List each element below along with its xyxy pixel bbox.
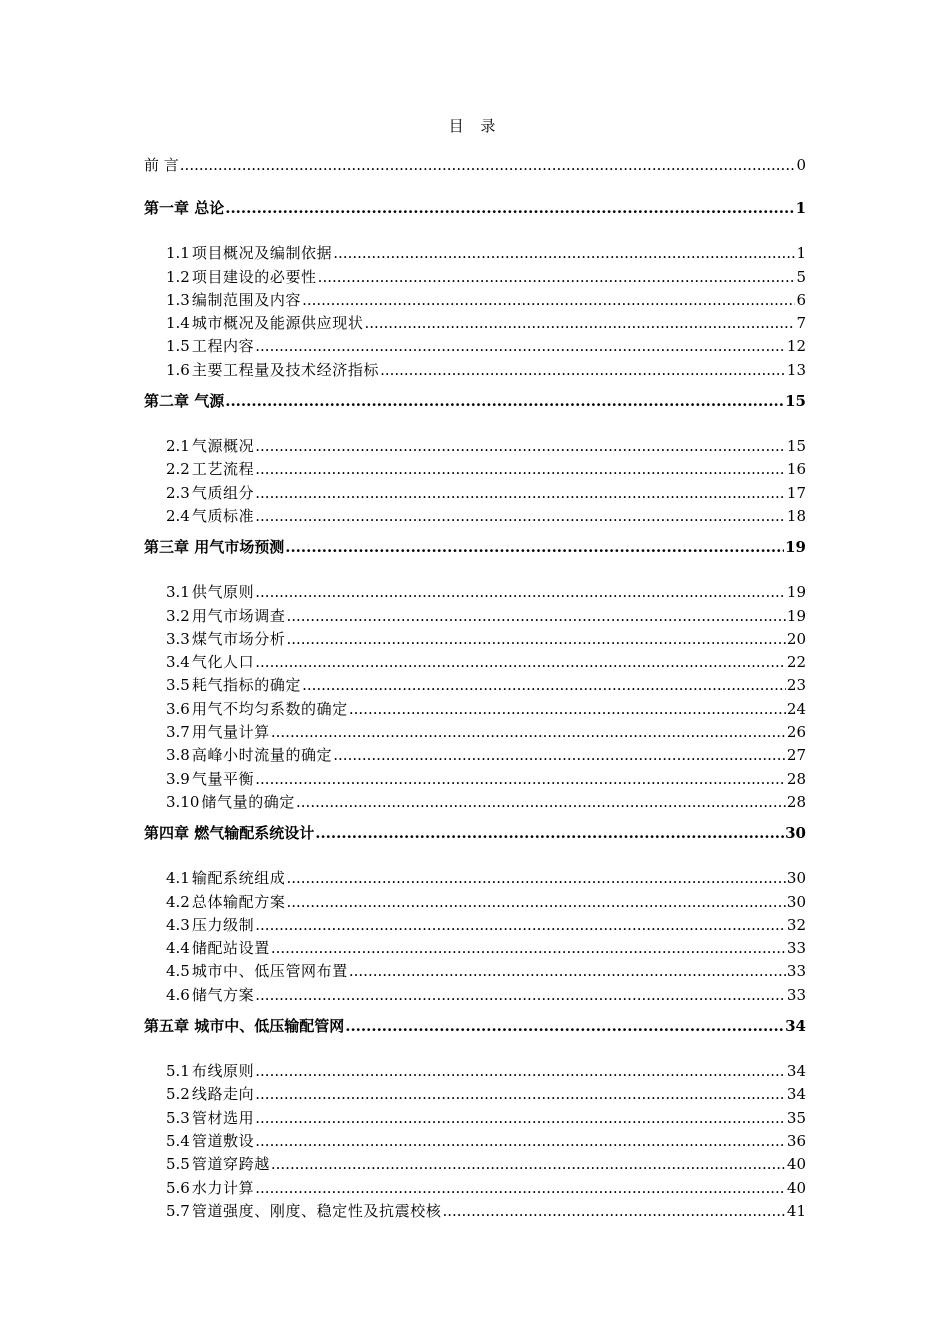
toc-page-number: 23 xyxy=(786,676,806,695)
toc-entry-label xyxy=(166,914,254,937)
toc-page-number: 36 xyxy=(786,1131,806,1150)
table-of-contents xyxy=(144,154,806,1232)
toc-entry-section[interactable] xyxy=(144,674,806,697)
section-number: 3.6 xyxy=(166,699,190,718)
toc-entry-label xyxy=(166,1177,254,1200)
toc-entry-chapter[interactable] xyxy=(144,198,806,219)
toc-entry-label xyxy=(166,242,332,265)
toc-entry-label xyxy=(166,482,254,505)
section-number: 3.10 xyxy=(166,792,200,811)
toc-entry-section[interactable] xyxy=(144,651,806,674)
section-number: 3.1 xyxy=(166,583,190,602)
toc-entry-label xyxy=(166,768,254,791)
section-title: 项目概况及编制依据 xyxy=(191,244,333,263)
toc-entry-label: 前 言 xyxy=(144,156,179,174)
toc-page-number: 19 xyxy=(786,583,806,602)
toc-page-number: 27 xyxy=(786,746,806,765)
toc-entry-section[interactable] xyxy=(144,867,806,890)
section-title: 城市概况及能源供应现状 xyxy=(191,314,364,333)
section-title: 气源概况 xyxy=(191,437,255,456)
toc-entry-label xyxy=(166,1060,254,1083)
toc-entry-label: 第三章 用气市场预测 xyxy=(144,538,285,557)
section-title: 供气原则 xyxy=(191,583,255,602)
section-number: 2.2 xyxy=(166,460,190,479)
toc-entry-label xyxy=(166,289,301,312)
dot-leader xyxy=(255,1083,786,1106)
section-number: 2.4 xyxy=(166,506,190,525)
dot-leader xyxy=(364,312,795,335)
toc-page-number: 12 xyxy=(786,337,806,356)
toc-entry-label: 第五章 城市中、低压输配管网 xyxy=(144,1017,345,1036)
toc-entry-label xyxy=(166,628,285,651)
section-number: 2.3 xyxy=(166,483,190,502)
dot-leader xyxy=(225,391,784,412)
toc-entry-label xyxy=(166,1107,254,1130)
toc-page-number: 0 xyxy=(796,156,806,174)
toc-entry-section[interactable] xyxy=(144,960,806,983)
section-title: 管材选用 xyxy=(191,1108,255,1127)
toc-entry-section[interactable] xyxy=(144,937,806,960)
section-number: 3.7 xyxy=(166,723,190,742)
toc-entry-label xyxy=(166,335,254,358)
section-number: 4.1 xyxy=(166,869,190,888)
toc-entry-chapter[interactable] xyxy=(144,391,806,412)
toc-page-number: 34 xyxy=(786,1085,806,1104)
dot-leader xyxy=(349,698,786,721)
toc-entry-label xyxy=(166,721,270,744)
toc-page-number: 33 xyxy=(786,962,806,981)
dot-leader xyxy=(255,435,786,458)
toc-entry-section[interactable] xyxy=(144,289,806,312)
toc-page-number: 7 xyxy=(796,314,806,333)
section-title: 管道敷设 xyxy=(191,1131,255,1150)
section-number: 4.3 xyxy=(166,915,190,934)
toc-entry-section[interactable] xyxy=(144,458,806,481)
section-number: 5.5 xyxy=(166,1155,190,1174)
toc-entry-label: 第一章 总论 xyxy=(144,199,225,218)
toc-page-number: 15 xyxy=(785,392,806,411)
section-title: 城市中、低压管网布置 xyxy=(191,962,348,981)
dot-leader xyxy=(271,721,786,744)
section-number: 1.3 xyxy=(166,290,190,309)
toc-entry-section[interactable] xyxy=(144,1083,806,1106)
section-title: 主要工程量及技术经济指标 xyxy=(191,360,380,379)
toc-entry-label xyxy=(166,581,254,604)
dot-leader xyxy=(255,458,786,481)
toc-entry-section[interactable] xyxy=(144,242,806,265)
section-number: 1.2 xyxy=(166,267,190,286)
dot-leader xyxy=(302,289,795,312)
section-title: 储配站设置 xyxy=(191,939,270,958)
dot-leader xyxy=(255,335,786,358)
toc-entry-section[interactable] xyxy=(144,1060,806,1083)
dot-leader xyxy=(255,1060,786,1083)
toc-page-number: 15 xyxy=(786,437,806,456)
dot-leader xyxy=(318,266,796,289)
dot-leader xyxy=(442,1200,785,1223)
toc-entry-section[interactable] xyxy=(144,914,806,937)
toc-page-number: 30 xyxy=(786,869,806,888)
toc-page-number: 34 xyxy=(786,1062,806,1081)
toc-page-number: 34 xyxy=(785,1017,806,1036)
toc-title: 目 录 xyxy=(448,117,502,135)
toc-entry-chapter[interactable] xyxy=(144,1016,806,1037)
toc-entry-preface[interactable] xyxy=(144,154,806,177)
section-title: 储气方案 xyxy=(191,985,255,1004)
toc-page-number: 1 xyxy=(796,244,806,263)
toc-page-number: 33 xyxy=(786,985,806,1004)
toc-page-number: 26 xyxy=(786,723,806,742)
toc-page-number: 13 xyxy=(786,360,806,379)
section-number: 3.2 xyxy=(166,606,190,625)
toc-entry-label xyxy=(166,605,285,628)
toc-entry-section[interactable] xyxy=(144,891,806,914)
dot-leader xyxy=(255,482,786,505)
section-number: 3.3 xyxy=(166,629,190,648)
dot-leader xyxy=(333,242,795,265)
section-title: 输配系统组成 xyxy=(191,869,286,888)
toc-page-number: 18 xyxy=(786,506,806,525)
toc-page-number: 16 xyxy=(786,460,806,479)
dot-leader xyxy=(345,1016,784,1037)
section-number: 3.4 xyxy=(166,653,190,672)
toc-page-number: 22 xyxy=(786,653,806,672)
section-number: 5.2 xyxy=(166,1085,190,1104)
toc-entry-section[interactable] xyxy=(144,359,806,382)
toc-entry-section[interactable] xyxy=(144,698,806,721)
toc-page-number: 40 xyxy=(786,1178,806,1197)
toc-entry-section[interactable] xyxy=(144,1177,806,1200)
section-title: 编制范围及内容 xyxy=(191,290,302,309)
toc-entry-label xyxy=(166,1200,441,1223)
toc-entry-section[interactable] xyxy=(144,482,806,505)
toc-entry-label: 第四章 燃气输配系统设计 xyxy=(144,824,315,843)
toc-entry-label xyxy=(166,1130,254,1153)
toc-entry-chapter[interactable] xyxy=(144,823,806,844)
toc-entry-label xyxy=(166,312,363,335)
dot-leader xyxy=(225,198,794,219)
section-title: 高峰小时流量的确定 xyxy=(191,746,333,765)
toc-page-number: 28 xyxy=(786,792,806,811)
section-title: 气量平衡 xyxy=(191,769,255,788)
toc-page-number: 40 xyxy=(786,1155,806,1174)
toc-page-number: 24 xyxy=(786,699,806,718)
toc-page-number: 1 xyxy=(795,199,806,218)
section-title: 用气不均匀系数的确定 xyxy=(191,699,348,718)
dot-leader xyxy=(286,891,785,914)
section-number: 4.6 xyxy=(166,985,190,1004)
toc-entry-label xyxy=(166,674,301,697)
dot-leader xyxy=(180,154,796,177)
toc-entry-section[interactable] xyxy=(144,335,806,358)
toc-entry-label xyxy=(166,867,285,890)
toc-entry-label xyxy=(166,266,317,289)
section-title: 用气量计算 xyxy=(191,723,270,742)
toc-entry-label xyxy=(166,458,254,481)
dot-leader xyxy=(255,1130,786,1153)
toc-page-number: 19 xyxy=(786,606,806,625)
dot-leader xyxy=(255,1107,786,1130)
toc-entry-section[interactable] xyxy=(144,1200,806,1223)
toc-entry-label xyxy=(166,891,285,914)
toc-entry-label xyxy=(166,698,348,721)
dot-leader xyxy=(255,768,786,791)
dot-leader xyxy=(255,505,786,528)
dot-leader xyxy=(380,359,786,382)
section-title: 储气量的确定 xyxy=(201,792,296,811)
toc-entry-section[interactable] xyxy=(144,721,806,744)
toc-entry-section[interactable] xyxy=(144,984,806,1007)
section-title: 工程内容 xyxy=(191,337,255,356)
section-title: 管道穿跨越 xyxy=(191,1155,270,1174)
toc-entry-label xyxy=(166,984,254,1007)
section-number: 5.6 xyxy=(166,1178,190,1197)
toc-page-number: 20 xyxy=(786,629,806,648)
toc-page-number: 5 xyxy=(796,267,806,286)
toc-entry-section[interactable] xyxy=(144,435,806,458)
section-title: 气质标准 xyxy=(191,506,255,525)
toc-entry-section[interactable] xyxy=(144,266,806,289)
toc-entry-section[interactable] xyxy=(144,1107,806,1130)
dot-leader xyxy=(286,628,785,651)
section-number: 5.3 xyxy=(166,1108,190,1127)
toc-entry-label xyxy=(166,960,348,983)
dot-leader xyxy=(285,537,784,558)
dot-leader xyxy=(333,744,786,767)
section-title: 煤气市场分析 xyxy=(191,629,286,648)
toc-page-number: 28 xyxy=(786,769,806,788)
section-number: 1.4 xyxy=(166,314,190,333)
section-number: 3.5 xyxy=(166,676,190,695)
toc-entry-label xyxy=(166,651,254,674)
toc-page-number: 17 xyxy=(786,483,806,502)
section-title: 布线原则 xyxy=(191,1062,255,1081)
toc-entry-chapter[interactable] xyxy=(144,537,806,558)
toc-entry-label xyxy=(166,937,270,960)
section-title: 工艺流程 xyxy=(191,460,255,479)
section-number: 3.9 xyxy=(166,769,190,788)
toc-page-number: 6 xyxy=(796,290,806,309)
section-title: 项目建设的必要性 xyxy=(191,267,317,286)
dot-leader xyxy=(315,823,784,844)
toc-entry-section[interactable] xyxy=(144,791,806,814)
dot-leader xyxy=(286,867,785,890)
dot-leader xyxy=(255,914,786,937)
toc-page-number: 30 xyxy=(786,892,806,911)
toc-page-number: 30 xyxy=(785,824,806,843)
dot-leader xyxy=(302,674,786,697)
section-number: 4.5 xyxy=(166,962,190,981)
dot-leader xyxy=(271,1153,786,1176)
section-title: 压力级制 xyxy=(191,915,255,934)
section-number: 4.4 xyxy=(166,939,190,958)
toc-entry-section[interactable] xyxy=(144,1130,806,1153)
section-number: 1.6 xyxy=(166,360,190,379)
toc-entry-label xyxy=(166,744,332,767)
dot-leader xyxy=(286,605,785,628)
dot-leader xyxy=(255,1177,786,1200)
toc-entry-label xyxy=(166,359,379,382)
section-number: 5.4 xyxy=(166,1131,190,1150)
section-title: 气化人口 xyxy=(191,653,255,672)
section-title: 用气市场调查 xyxy=(191,606,286,625)
toc-entry-label xyxy=(166,1083,254,1106)
section-title: 管道强度、刚度、稳定性及抗震校核 xyxy=(191,1201,442,1220)
dot-leader xyxy=(255,581,786,604)
toc-entry-section[interactable] xyxy=(144,744,806,767)
toc-entry-section[interactable] xyxy=(144,628,806,651)
toc-entry-label xyxy=(166,435,254,458)
toc-entry-section[interactable] xyxy=(144,505,806,528)
section-title: 线路走向 xyxy=(191,1085,255,1104)
toc-entry-label: 第二章 气源 xyxy=(144,392,225,411)
toc-entry-section[interactable] xyxy=(144,605,806,628)
section-title: 总体输配方案 xyxy=(191,892,286,911)
section-title: 气质组分 xyxy=(191,483,255,502)
section-number: 2.1 xyxy=(166,437,190,456)
dot-leader xyxy=(271,937,786,960)
dot-leader xyxy=(255,651,786,674)
section-number: 5.7 xyxy=(166,1201,190,1220)
toc-page-number: 41 xyxy=(786,1201,806,1220)
dot-leader xyxy=(296,791,786,814)
toc-entry-section[interactable] xyxy=(144,768,806,791)
section-number: 1.1 xyxy=(166,244,190,263)
section-title: 水力计算 xyxy=(191,1178,255,1197)
toc-page-number: 35 xyxy=(786,1108,806,1127)
toc-entry-label xyxy=(166,791,295,814)
toc-entry-label xyxy=(166,505,254,528)
toc-page-number: 19 xyxy=(785,538,806,557)
toc-entry-label xyxy=(166,1153,270,1176)
section-number: 1.5 xyxy=(166,337,190,356)
toc-page-number: 32 xyxy=(786,915,806,934)
section-number: 5.1 xyxy=(166,1062,190,1081)
section-title: 耗气指标的确定 xyxy=(191,676,302,695)
toc-page-number: 33 xyxy=(786,939,806,958)
dot-leader xyxy=(255,984,786,1007)
section-number: 3.8 xyxy=(166,746,190,765)
toc-entry-section[interactable] xyxy=(144,1153,806,1176)
dot-leader xyxy=(349,960,786,983)
section-number: 4.2 xyxy=(166,892,190,911)
toc-entry-section[interactable] xyxy=(144,581,806,604)
toc-entry-section[interactable] xyxy=(144,312,806,335)
